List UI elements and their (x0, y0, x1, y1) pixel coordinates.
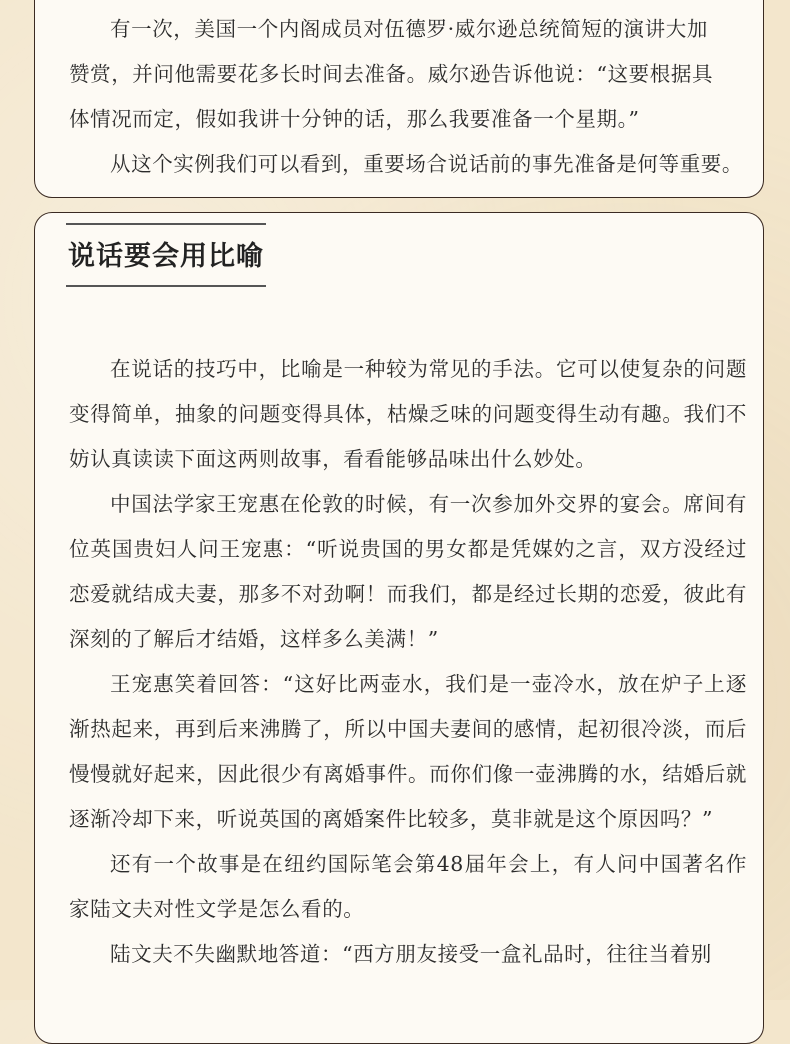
section-body (35, 347, 763, 977)
paragraph: 陆文夫不失幽默地答道：“西方朋友接受一盒礼品时，往往当着别 (110, 942, 712, 966)
paragraph: 王宠惠笑着回答：“这好比两壶水，我们是一壶冷水，放在炉子上逐渐热起来，再到后来沸腾了，所以中国夫妻间的感情，起初很冷淡，而后慢慢就好起来，因此很少有离婚事件。而你们像一壶沸腾的水，结婚后就逐渐冷却下来，听说英国的离婚案件比较多，莫非就是这个原因吗？” (69, 672, 747, 831)
previous-section-card (34, 0, 764, 198)
paragraph: 赞赏，并问他需要花多长时间去准备。威尔逊告诉他说：“这要根据具 (69, 62, 714, 86)
paragraph: 在说话的技巧中，比喻是一种较为常见的手法。它可以使复杂的问题变得简单，抽象的问题变得具体，枯燥乏味的问题变得生动有趣。我们不妨认真读读下面这两则故事，看看能够品味出什么妙处。 (69, 357, 747, 471)
section-heading: 说话要会用比喻 (66, 223, 266, 287)
paragraph: 有一次，美国一个内阁成员对伍德罗·威尔逊总统简短的演讲大加 (110, 17, 708, 41)
previous-section-text (35, 0, 763, 187)
section-card (34, 212, 764, 1044)
paragraph: 还有一个故事是在纽约国际笔会第48届年会上，有人问中国著名作家陆文夫对性文学是怎么看的。 (69, 852, 747, 921)
paragraph: 从这个实例我们可以看到，重要场合说话前的事先准备是何等重要。 (110, 152, 743, 176)
paragraph: 体情况而定，假如我讲十分钟的话，那么我要准备一个星期。” (69, 107, 640, 131)
paragraph: 中国法学家王宠惠在伦敦的时候，有一次参加外交界的宴会。席间有位英国贵妇人问王宠惠：“听说贵国的男女都是凭媒妁之言，双方没经过恋爱就结成夫妻，那多不对劲啊！而我们，都是经过长期的恋爱，彼此有深刻的了解后才结婚，这样多么美满！” (69, 492, 747, 651)
